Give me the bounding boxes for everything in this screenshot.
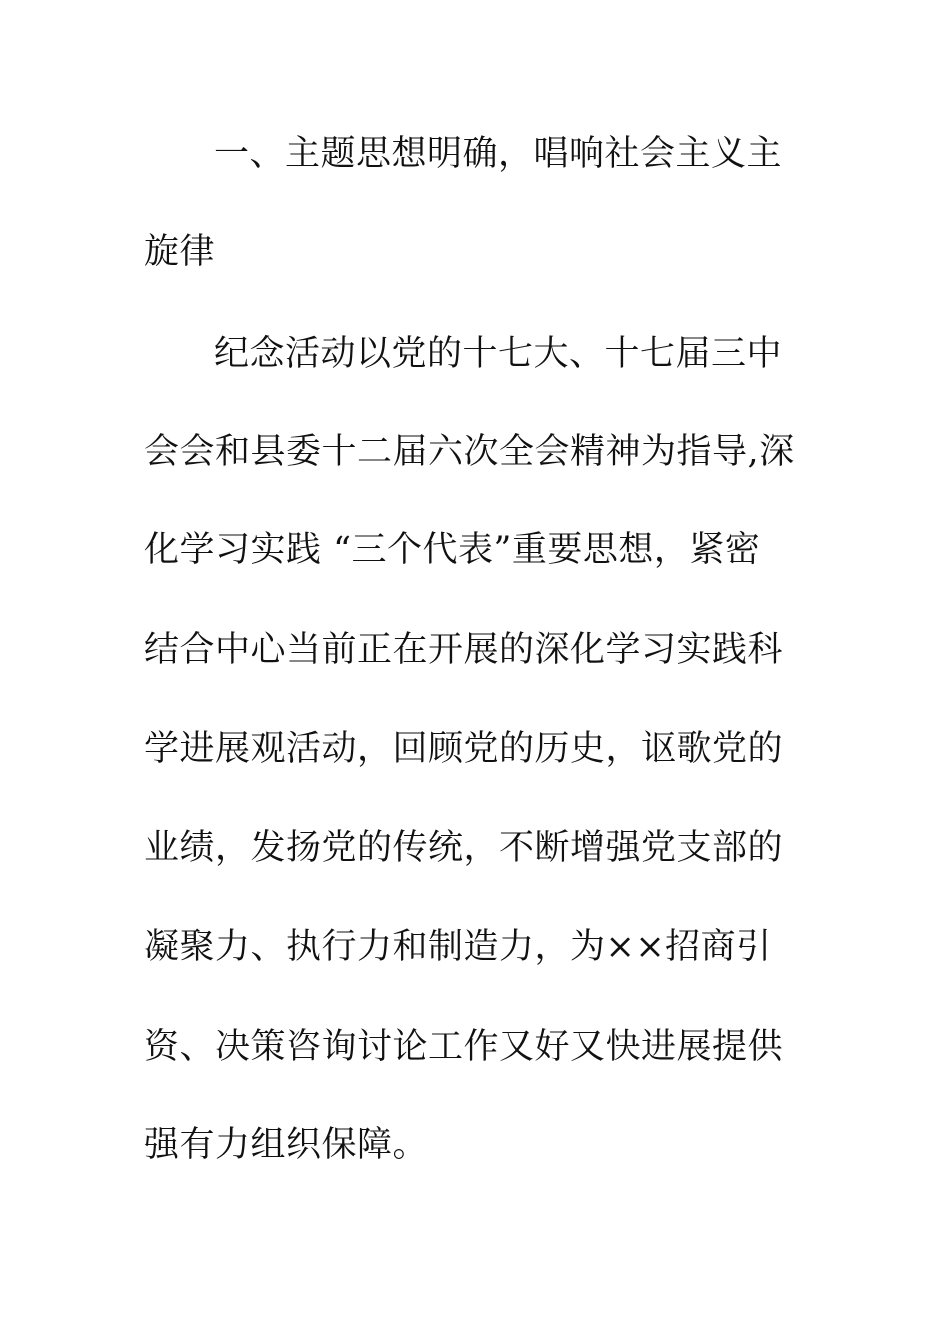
paragraph-line-9: 强有力组织保障。 — [144, 1125, 429, 1165]
paragraph-line-1: 纪念活动以党的十七大、十七届三中 — [214, 334, 783, 374]
paragraph-line-4: 结合中心当前正在开展的深化学习实践科 — [144, 630, 784, 670]
paragraph-line-2: 会会和县委十二届六次全会精神为指导,深 — [144, 432, 795, 472]
paragraph-line-8: 资、决策咨询讨论工作又好又快进展提供 — [144, 1027, 784, 1067]
paragraph-line-3: 化学习实践 “三个代表”重要思想，紧密 — [144, 530, 761, 570]
section-heading-line-1: 一、主题思想明确，唱响社会主义主 — [214, 134, 783, 174]
section-heading-line-2: 旋律 — [144, 232, 216, 272]
paragraph-line-7: 凝聚力、执行力和制造力，为××招商引 — [144, 927, 772, 967]
paragraph-line-6: 业绩，发扬党的传统，不断增强党支部的 — [144, 828, 784, 868]
paragraph-line-5: 学进展观活动，回顾党的历史，讴歌党的 — [144, 729, 784, 769]
